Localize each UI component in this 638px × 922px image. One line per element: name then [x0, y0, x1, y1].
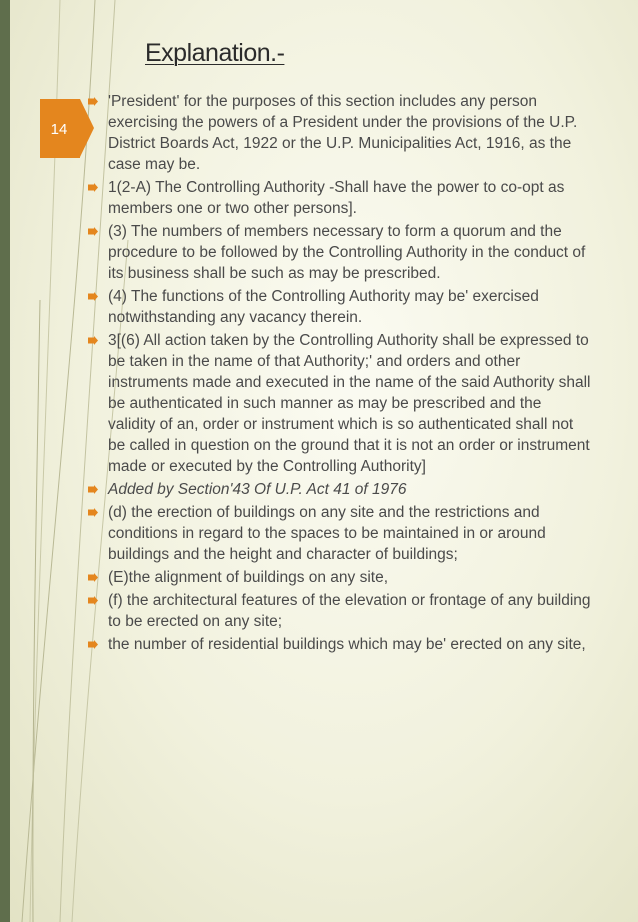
arrow-bullet-icon: [88, 596, 98, 605]
list-item-text: the number of residential buildings which may be' erected on any site,: [108, 636, 586, 653]
list-item: [88, 221, 593, 284]
list-item: [88, 177, 593, 219]
page-number: 14: [50, 121, 68, 138]
list-item: [88, 567, 593, 588]
arrow-bullet-icon: [88, 640, 98, 649]
arrow-bullet-icon: [88, 573, 98, 582]
arrow-bullet-icon: [88, 97, 98, 106]
list-item-text: (E)the alignment of buildings on any site,: [108, 569, 389, 586]
list-item-text: (f) the architectural features of the elevation or frontage of any building to be erected on any site;: [108, 592, 591, 630]
arrow-bullet-icon: [88, 508, 98, 517]
list-item-text: 3[(6) All action taken by the Controlling Authority shall be expressed to be taken in the name of that Authority;' and orders and other instruments made and executed in the name of the said Authority shall be authenticated in such manner as may be prescribed and the validity of an, order or instrument which is so authenticated shall not be called in question on the ground that it is not an order or instrument made or executed by the Controlling Authority]: [108, 332, 591, 475]
list-item-text: (d) the erection of buildings on any site and the restrictions and conditions in regard to the spaces to be maintained in or around buildings and the height and character of buildings;: [108, 504, 546, 563]
list-item: [88, 634, 593, 655]
list-item: [88, 91, 593, 175]
arrow-bullet-icon: [88, 227, 98, 236]
arrow-bullet-icon: [88, 183, 98, 192]
arrow-bullet-icon: [88, 336, 98, 345]
list-item-text: (4) The functions of the Controlling Authority may be' exercised notwithstanding any vacancy therein.: [108, 288, 539, 326]
bullet-list: [88, 91, 593, 655]
arrow-bullet-icon: [88, 485, 98, 494]
list-item-text: 'President' for the purposes of this section includes any person exercising the powers of a President under the provisions of the U.P. District Boards Act, 1922 or the U.P. Municipalities Act, 1916, as the case may be.: [108, 93, 578, 173]
list-item-text: Added by Section'43 Of U.P. Act 41 of 1976: [108, 481, 407, 498]
arrow-bullet-icon: [88, 292, 98, 301]
list-item: [88, 330, 593, 477]
list-item-text: (3) The numbers of members necessary to form a quorum and the procedure to be followed by the Controlling Authority in the conduct of its business shall be such as may be prescribed.: [108, 223, 586, 282]
list-item-text: 1(2-A) The Controlling Authority -Shall have the power to co-opt as members one or two other persons].: [108, 179, 565, 217]
page-title: Explanation.-: [145, 39, 285, 67]
list-item: [88, 479, 593, 500]
list-item: [88, 286, 593, 328]
list-item: [88, 590, 593, 632]
list-item: [88, 502, 593, 565]
